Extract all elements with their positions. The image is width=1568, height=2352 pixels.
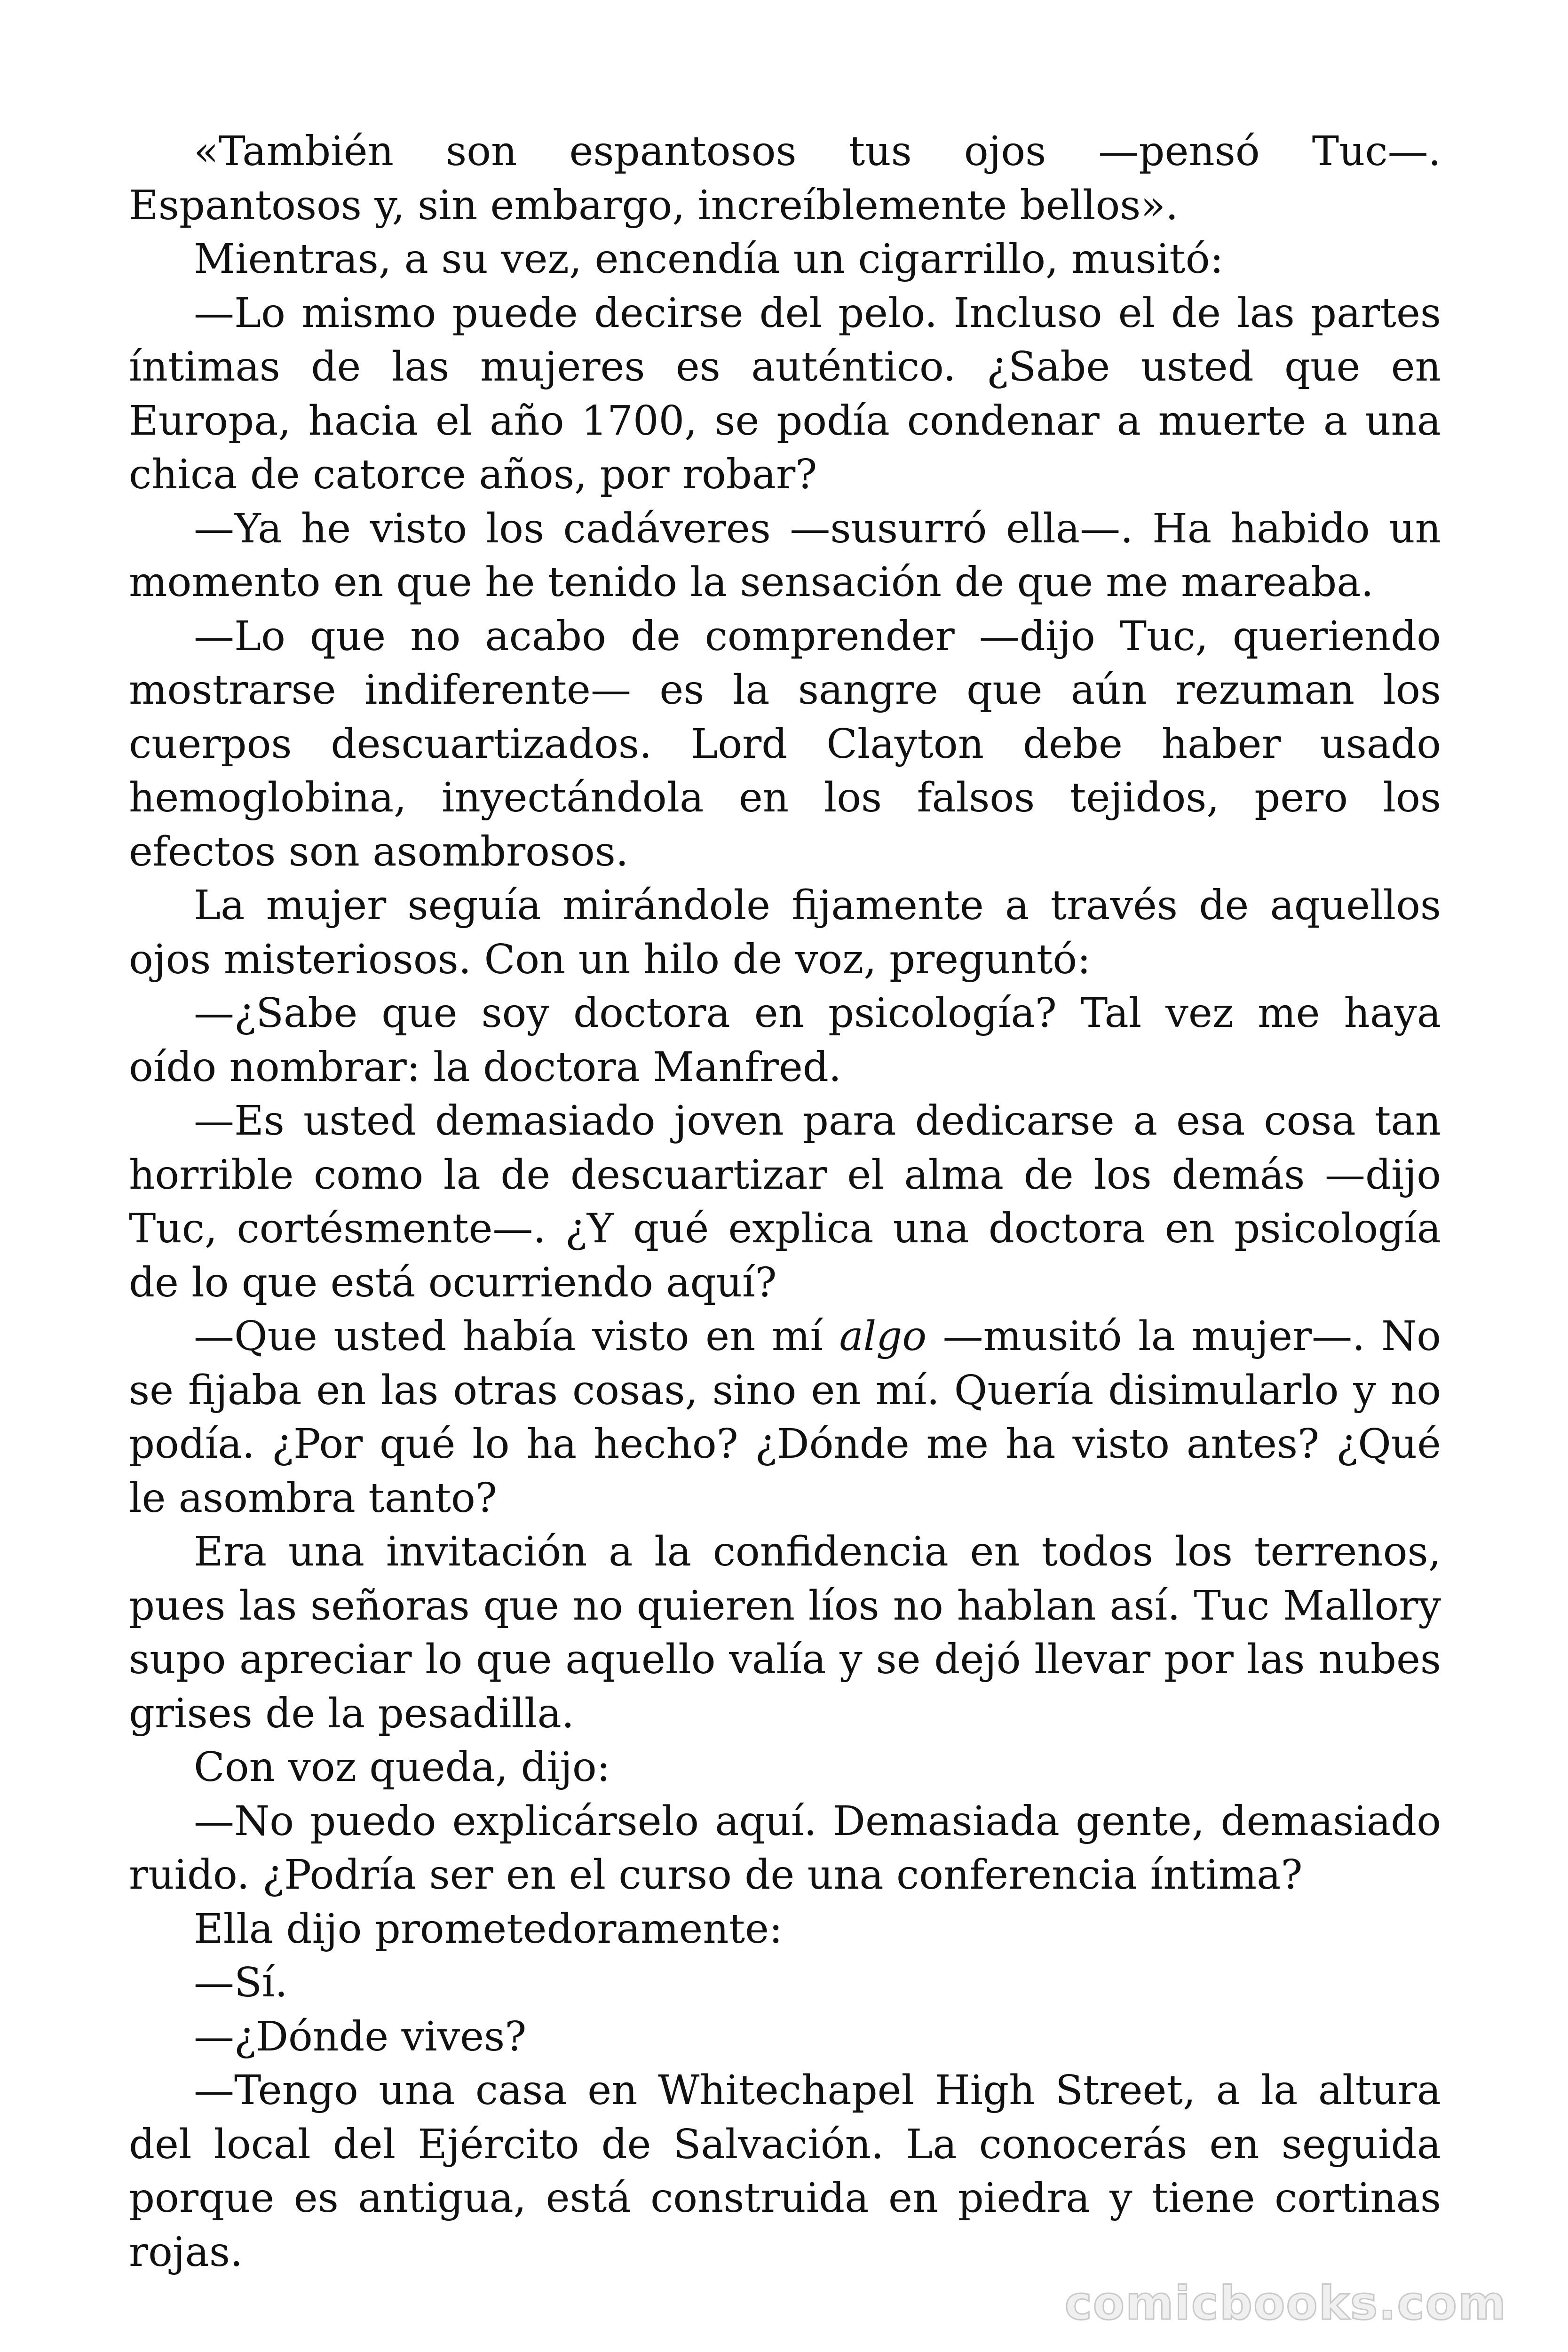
paragraph: —¿Sabe que soy doctora en psicología? Tal vez me haya oído nombrar: la doctora Manfred.	[129, 990, 1441, 1091]
paragraph: —Tengo una casa en Whitechapel High Street, a la altura del local del Ejército de Salvación. La conocerás en seguida porque es antigua, está construida en piedra y tiene cortinas rojas.	[129, 2067, 1441, 2276]
emphasized-word: algo	[839, 1313, 927, 1360]
paragraph: —¿Dónde vives?	[194, 2013, 527, 2060]
paragraph: —Sí.	[194, 1959, 288, 2006]
paragraph: —No puedo explicárselo aquí. Demasiada gente, demasiado ruido. ¿Podría ser en el curso de una conferencia íntima?	[129, 1797, 1441, 1899]
paragraph: Mientras, a su vez, encendía un cigarrillo, musitó:	[194, 236, 1224, 283]
paragraph: «También son espantosos tus ojos —pensó Tuc—. Espantosos y, sin embargo, increíblemente bellos».	[129, 128, 1441, 229]
paragraph: Ella dijo prometedoramente:	[194, 1905, 783, 1953]
watermark: comicbooks.com	[1064, 2277, 1507, 2330]
paragraph: —Lo que no acabo de comprender —dijo Tuc, queriendo mostrarse indiferente— es la sangre que aún rezuman los cuerpos descuartizados. Lord Clayton debe haber usado hemoglobina, inyectándola en los falsos tejidos, pero los efectos son asombrosos.	[129, 612, 1441, 875]
paragraph: —Ya he visto los cadáveres —susurró ella—. Ha habido un momento en que he tenido la sensación de que me mareaba.	[129, 505, 1441, 606]
paragraph: —Es usted demasiado joven para dedicarse a esa cosa tan horrible como la de descuartizar el alma de los demás —dijo Tuc, cortésmente—. ¿Y qué explica una doctora en psicología de lo que está ocurriendo aquí?	[129, 1097, 1441, 1306]
paragraph: La mujer seguía mirándole fijamente a través de aquellos ojos misteriosos. Con un hilo de voz, preguntó:	[129, 882, 1441, 983]
paragraph: Era una invitación a la confidencia en todos los terrenos, pues las señoras que no quieren líos no hablan así. Tuc Mallory supo apreciar lo que aquello valía y se dejó llevar por las nubes grises de la pesadilla.	[129, 1528, 1441, 1737]
paragraph: —Lo mismo puede decirse del pelo. Incluso el de las partes íntimas de las mujeres es auténtico. ¿Sabe usted que en Europa, hacia el año 1700, se podía condenar a muerte a una chica de catorce años, por robar?	[129, 289, 1441, 498]
paragraph	[129, 1310, 1441, 1525]
body-text	[129, 125, 1441, 2279]
paragraph-segment: —musitó la mujer—. No se fijaba en las otras cosas, sino en mí. Quería disimularlo y no podía. ¿Por qué lo ha hecho? ¿Dónde me ha visto antes? ¿Qué le asombra tanto?	[129, 1313, 1441, 1522]
paragraph-segment: —Que usted había visto en mí	[194, 1313, 839, 1360]
paragraph: Con voz queda, dijo:	[194, 1744, 610, 1791]
